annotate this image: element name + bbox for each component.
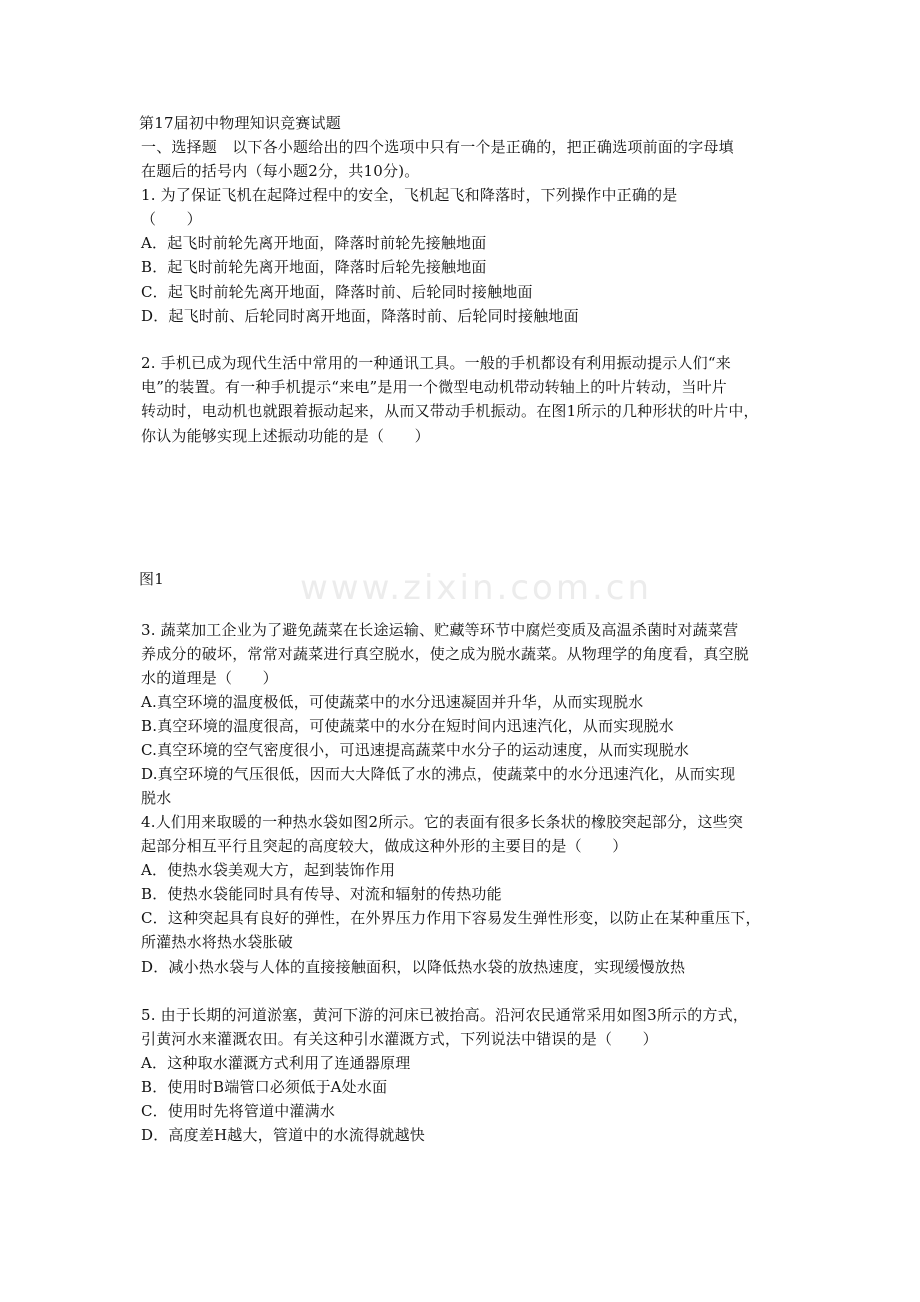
question-5-option-a: A．这种取水灌溉方式利用了连通器原理 <box>141 1054 411 1072</box>
document-title: 第17届初中物理知识竞赛试题 <box>139 114 341 132</box>
question-5-option-d: D．高度差H越大，管道中的水流得就越快 <box>141 1126 425 1144</box>
question-3-line-2: 养成分的破坏，常常对蔬菜进行真空脱水，使之成为脱水蔬菜。从物理学的角度看，真空脱 <box>141 645 750 663</box>
question-5-option-c: C．使用时先将管道中灌满水 <box>141 1102 336 1120</box>
question-3-option-d: D.真空环境的气压很低，因而大大降低了水的沸点，使蔬菜中的水分迅速汽化，从而实现 <box>141 765 736 783</box>
question-5-line-1: 5. 由于长期的河道淤塞，黄河下游的河床已被抬高。沿河农民通常采用如图3所示的方式， <box>141 1006 749 1024</box>
question-1-option-c: C．起飞时前轮先离开地面，降落时前、后轮同时接触地面 <box>141 283 533 301</box>
question-5-option-b: B．使用时B端管口必须低于A处水面 <box>141 1078 388 1096</box>
question-3-option-c: C.真空环境的空气密度很小，可迅速提高蔬菜中水分子的运动速度，从而实现脱水 <box>141 741 690 759</box>
question-4-line-1: 4.人们用来取暖的一种热水袋如图2所示。它的表面有很多长条状的橡胶突起部分，这些突 <box>141 813 744 831</box>
question-2-line-3: 转动时，电动机也就跟着振动起来，从而又带动手机振动。在图1所示的几种形状的叶片中， <box>141 402 759 420</box>
question-2-line-1: 2. 手机已成为现代生活中常用的一种通讯工具。一般的手机都设有利用振动提示人们“来 <box>141 354 731 372</box>
question-1-bracket: （ ） <box>141 210 202 228</box>
question-5-line-2: 引黄河水来灌溉农田。有关这种引水灌溉方式，下列说法中错误的是（ ） <box>141 1030 658 1048</box>
question-3-line-3: 水的道理是（ ） <box>141 669 278 687</box>
question-1-option-a: A．起飞时前轮先离开地面，降落时前轮先接触地面 <box>141 234 487 252</box>
question-3-line-1: 3. 蔬菜加工企业为了避免蔬菜在长途运输、贮藏等环节中腐烂变质及高温杀菌时对蔬菜营 <box>141 621 739 639</box>
figure-1-caption: 图1 <box>139 570 164 588</box>
section-instructions: 在题后的括号内（每小题2分，共10分)。 <box>141 162 420 180</box>
question-4-option-c-cont: 所灌热水将热水袋胀破 <box>141 933 294 951</box>
question-1-stem: 1. 为了保证飞机在起降过程中的安全，飞机起飞和降落时，下列操作中正确的是 <box>141 186 678 204</box>
question-3-option-b: B.真空环境的温度很高，可使蔬菜中的水分在短时间内迅速汽化，从而实现脱水 <box>141 717 674 735</box>
question-2-line-4: 你认为能够实现上述振动功能的是（ ） <box>141 427 430 445</box>
question-4-option-a: A．使热水袋美观大方，起到装饰作用 <box>141 861 396 879</box>
question-3-option-d-cont: 脱水 <box>141 789 172 807</box>
question-4-option-c: C．这种突起具有良好的弹性，在外界压力作用下容易发生弹性形变，以防止在某种重压下， <box>141 909 761 927</box>
question-4-line-2: 起部分相互平行且突起的高度较大，做成这种外形的主要目的是（ ） <box>141 837 628 855</box>
question-1-option-d: D．起飞时前、后轮同时离开地面，降落时前、后轮同时接触地面 <box>141 307 579 325</box>
question-1-option-b: B．起飞时前轮先离开地面，降落时后轮先接触地面 <box>141 258 487 276</box>
question-2-line-2: 电”的装置。有一种手机提示“来电”是用一个微型电动机带动转轴上的叶片转动，当叶片 <box>141 378 728 396</box>
question-4-option-b: B．使热水袋能同时具有传导、对流和辐射的传热功能 <box>141 885 502 903</box>
question-4-option-d: D．减小热水袋与人体的直接接触面积，以降低热水袋的放热速度，实现缓慢放热 <box>141 958 686 976</box>
watermark: www.zixin.com.cn <box>300 568 652 608</box>
question-3-option-a: A.真空环境的温度极低，可使蔬菜中的水分迅速凝固并升华，从而实现脱水 <box>141 693 644 711</box>
section-heading: 一、选择题 以下各小题给出的四个选项中只有一个是正确的，把正确选项前面的字母填 <box>141 138 734 156</box>
